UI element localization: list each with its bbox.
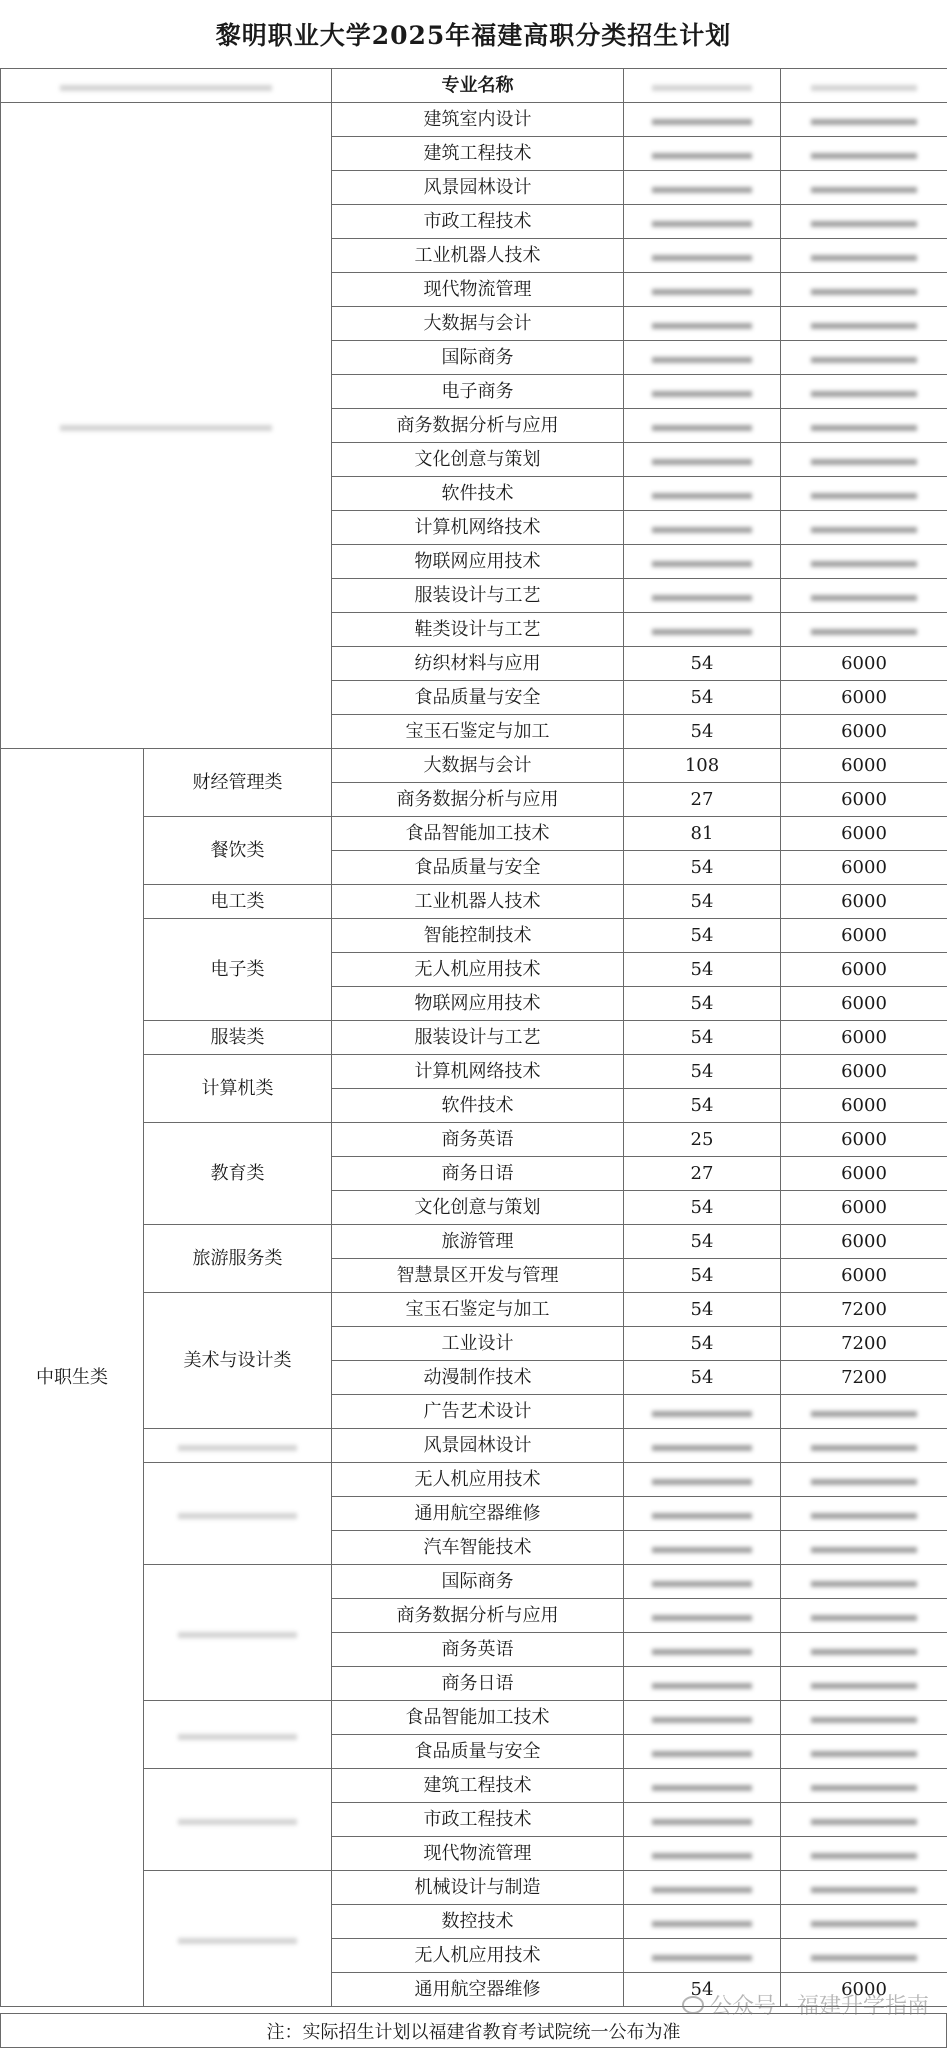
major-name: 大数据与会计 <box>332 749 624 783</box>
major-name: 宝玉石鉴定与加工 <box>332 715 624 749</box>
major-name: 智慧景区开发与管理 <box>332 1259 624 1293</box>
redacted-mark <box>652 1615 752 1621</box>
subcategory-cell: 旅游服务类 <box>144 1225 332 1293</box>
tuition-fee <box>781 1735 947 1769</box>
footnote: 注：实际招生计划以福建省教育考试院统一公布为准 <box>0 2013 947 2048</box>
major-name: 商务英语 <box>332 1633 624 1667</box>
major-name: 鞋类设计与工艺 <box>332 613 624 647</box>
redacted-mark <box>811 221 917 227</box>
plan-count: 54 <box>624 1055 781 1089</box>
subcategory-cell: 服装类 <box>144 1021 332 1055</box>
redacted-mark <box>652 1717 752 1723</box>
plan-count: 54 <box>624 885 781 919</box>
redacted-mark <box>811 1955 917 1961</box>
major-name: 计算机网络技术 <box>332 1055 624 1089</box>
plan-count: 54 <box>624 1259 781 1293</box>
plan-count: 54 <box>624 1293 781 1327</box>
tuition-fee <box>781 579 947 613</box>
redacted-mark <box>811 323 917 329</box>
redacted-mark <box>178 1819 298 1825</box>
tuition-fee: 6000 <box>781 953 947 987</box>
redacted-mark <box>652 1445 752 1451</box>
tuition-fee <box>781 1531 947 1565</box>
redacted-mark <box>178 1445 298 1451</box>
plan-count <box>624 477 781 511</box>
tuition-fee <box>781 1667 947 1701</box>
major-name: 商务英语 <box>332 1123 624 1157</box>
header-row <box>1 69 947 103</box>
header-major-name: 专业名称 <box>332 69 624 103</box>
redacted-mark <box>178 1632 298 1638</box>
redacted-mark <box>652 187 752 193</box>
tuition-fee <box>781 1837 947 1871</box>
redacted-mark <box>652 1547 752 1553</box>
major-name: 食品质量与安全 <box>332 681 624 715</box>
wechat-icon <box>682 1996 704 2014</box>
table-row <box>1 103 947 137</box>
plan-count <box>624 341 781 375</box>
major-name: 国际商务 <box>332 1565 624 1599</box>
enrollment-table <box>0 68 947 2007</box>
major-name: 动漫制作技术 <box>332 1361 624 1395</box>
plan-count <box>624 1769 781 1803</box>
plan-count <box>624 443 781 477</box>
major-name: 大数据与会计 <box>332 307 624 341</box>
major-name: 食品智能加工技术 <box>332 817 624 851</box>
redacted-mark <box>652 357 752 363</box>
major-name: 风景园林设计 <box>332 1429 624 1463</box>
plan-count: 27 <box>624 783 781 817</box>
redacted-mark <box>652 425 752 431</box>
redacted-mark <box>652 323 752 329</box>
redacted-mark <box>652 1513 752 1519</box>
table-body <box>1 69 947 2007</box>
major-name: 无人机应用技术 <box>332 1939 624 1973</box>
subcategory-cell: 电工类 <box>144 885 332 919</box>
tuition-fee <box>781 1871 947 1905</box>
plan-count <box>624 103 781 137</box>
tuition-fee <box>781 137 947 171</box>
tuition-fee <box>781 1463 947 1497</box>
redacted-mark <box>652 1751 752 1757</box>
tuition-fee <box>781 341 947 375</box>
tuition-fee: 7200 <box>781 1327 947 1361</box>
redacted-mark <box>811 1445 917 1451</box>
major-name: 无人机应用技术 <box>332 1463 624 1497</box>
plan-count: 27 <box>624 1157 781 1191</box>
redacted-mark <box>652 1785 752 1791</box>
plan-count: 54 <box>624 1361 781 1395</box>
plan-count <box>624 1871 781 1905</box>
redacted-mark <box>811 1649 917 1655</box>
tuition-fee <box>781 1701 947 1735</box>
tuition-fee: 6000 <box>781 1021 947 1055</box>
major-name: 食品质量与安全 <box>332 1735 624 1769</box>
tuition-fee <box>781 1497 947 1531</box>
tuition-fee <box>781 545 947 579</box>
redacted-mark <box>652 561 752 567</box>
plan-count: 54 <box>624 1225 781 1259</box>
tuition-fee: 7200 <box>781 1361 947 1395</box>
major-name: 文化创意与策划 <box>332 443 624 477</box>
plan-count <box>624 1803 781 1837</box>
major-name: 物联网应用技术 <box>332 545 624 579</box>
redacted-mark <box>811 289 917 295</box>
tuition-fee: 6000 <box>781 1191 947 1225</box>
plan-count <box>624 137 781 171</box>
subcategory-cell: 电子类 <box>144 919 332 1021</box>
tuition-fee <box>781 103 947 137</box>
redacted-mark <box>652 1479 752 1485</box>
redacted-mark <box>652 391 752 397</box>
plan-count <box>624 1735 781 1769</box>
tuition-fee: 6000 <box>781 1157 947 1191</box>
major-name: 纺织材料与应用 <box>332 647 624 681</box>
plan-count: 54 <box>624 953 781 987</box>
major-name: 工业机器人技术 <box>332 885 624 919</box>
plan-count <box>624 1429 781 1463</box>
tuition-fee <box>781 1429 947 1463</box>
major-name: 现代物流管理 <box>332 273 624 307</box>
major-name: 建筑工程技术 <box>332 137 624 171</box>
plan-count <box>624 1531 781 1565</box>
redacted-mark <box>178 1938 298 1944</box>
major-name: 无人机应用技术 <box>332 953 624 987</box>
major-name: 电子商务 <box>332 375 624 409</box>
redacted-mark <box>652 1853 752 1859</box>
section2-label: 中职生类 <box>1 749 144 2007</box>
redacted-mark <box>811 255 917 261</box>
redacted-mark <box>811 1615 917 1621</box>
redacted-mark <box>652 1955 752 1961</box>
redacted-mark <box>811 1853 917 1859</box>
redacted-mark <box>811 1921 917 1927</box>
plan-count: 54 <box>624 647 781 681</box>
subcategory-cell <box>144 1769 332 1871</box>
tuition-fee: 7200 <box>781 1293 947 1327</box>
tuition-fee: 6000 <box>781 647 947 681</box>
redacted-mark <box>178 1734 298 1740</box>
major-name: 建筑室内设计 <box>332 103 624 137</box>
redacted-mark <box>652 221 752 227</box>
plan-count: 54 <box>624 919 781 953</box>
major-name: 旅游管理 <box>332 1225 624 1259</box>
plan-count: 54 <box>624 1191 781 1225</box>
major-name: 商务日语 <box>332 1157 624 1191</box>
tuition-fee: 6000 <box>781 1225 947 1259</box>
redacted-mark <box>811 1717 917 1723</box>
redacted-mark <box>652 493 752 499</box>
major-name: 商务数据分析与应用 <box>332 783 624 817</box>
subcategory-cell: 美术与设计类 <box>144 1293 332 1429</box>
redacted-mark <box>652 1411 752 1417</box>
plan-count <box>624 579 781 613</box>
redacted-mark <box>652 1683 752 1689</box>
major-name: 商务数据分析与应用 <box>332 409 624 443</box>
redacted-mark <box>652 595 752 601</box>
plan-count: 54 <box>624 1327 781 1361</box>
major-name: 机械设计与制造 <box>332 1871 624 1905</box>
major-name: 商务日语 <box>332 1667 624 1701</box>
plan-count <box>624 409 781 443</box>
redacted-mark <box>811 391 917 397</box>
redacted-mark <box>811 1683 917 1689</box>
redacted-mark <box>811 425 917 431</box>
redacted-mark <box>811 1785 917 1791</box>
header-category-cell <box>1 69 332 103</box>
tuition-fee: 6000 <box>781 1055 947 1089</box>
major-name: 宝玉石鉴定与加工 <box>332 1293 624 1327</box>
redacted-mark <box>811 187 917 193</box>
plan-count: 54 <box>624 987 781 1021</box>
subcategory-cell: 计算机类 <box>144 1055 332 1123</box>
redacted-mark <box>652 1921 752 1927</box>
plan-count <box>624 1939 781 1973</box>
redacted-mark <box>811 1751 917 1757</box>
redacted-mark <box>652 1819 752 1825</box>
header-plan-count-cell <box>624 69 781 103</box>
major-name: 数控技术 <box>332 1905 624 1939</box>
tuition-fee <box>781 409 947 443</box>
major-name: 物联网应用技术 <box>332 987 624 1021</box>
tuition-fee: 6000 <box>781 919 947 953</box>
redacted-mark <box>811 595 917 601</box>
plan-count <box>624 1905 781 1939</box>
plan-count <box>624 511 781 545</box>
major-name: 汽车智能技术 <box>332 1531 624 1565</box>
tuition-fee <box>781 307 947 341</box>
tuition-fee <box>781 443 947 477</box>
plan-count <box>624 1395 781 1429</box>
tuition-fee: 6000 <box>781 1259 947 1293</box>
plan-count <box>624 1701 781 1735</box>
subcategory-cell <box>144 1701 332 1769</box>
redacted-mark <box>652 629 752 635</box>
tuition-fee <box>781 239 947 273</box>
plan-count <box>624 1667 781 1701</box>
plan-count: 54 <box>624 1973 781 2007</box>
subcategory-cell <box>144 1565 332 1701</box>
table-row <box>1 749 947 783</box>
redacted-mark <box>811 1411 917 1417</box>
tuition-fee: 6000 <box>781 987 947 1021</box>
plan-count <box>624 375 781 409</box>
tuition-fee <box>781 1803 947 1837</box>
plan-count <box>624 613 781 647</box>
watermark <box>682 1989 929 2020</box>
major-name: 通用航空器维修 <box>332 1497 624 1531</box>
redacted-mark <box>811 493 917 499</box>
tuition-fee: 6000 <box>781 715 947 749</box>
tuition-fee: 6000 <box>781 1973 947 2007</box>
tuition-fee: 6000 <box>781 749 947 783</box>
tuition-fee <box>781 205 947 239</box>
major-name: 软件技术 <box>332 1089 624 1123</box>
plan-count: 54 <box>624 1021 781 1055</box>
redacted-mark <box>811 1581 917 1587</box>
redacted-mark <box>811 1819 917 1825</box>
redacted-mark <box>652 119 752 125</box>
major-name: 广告艺术设计 <box>332 1395 624 1429</box>
plan-count: 54 <box>624 681 781 715</box>
redacted-mark <box>811 1547 917 1553</box>
tuition-fee <box>781 1599 947 1633</box>
major-name: 市政工程技术 <box>332 1803 624 1837</box>
plan-count <box>624 307 781 341</box>
tuition-fee <box>781 375 947 409</box>
subcategory-cell: 教育类 <box>144 1123 332 1225</box>
subcategory-cell <box>144 1429 332 1463</box>
redacted-mark <box>811 459 917 465</box>
redacted-mark <box>652 153 752 159</box>
major-name: 工业机器人技术 <box>332 239 624 273</box>
tuition-fee: 6000 <box>781 1089 947 1123</box>
tuition-fee: 6000 <box>781 885 947 919</box>
plan-count <box>624 1837 781 1871</box>
major-name: 商务数据分析与应用 <box>332 1599 624 1633</box>
redacted-mark <box>652 459 752 465</box>
redacted-mark <box>60 425 271 431</box>
major-name: 市政工程技术 <box>332 205 624 239</box>
subcategory-cell <box>144 1871 332 2007</box>
watermark-text: 公众号 · 福建升学指南 <box>710 1994 929 2019</box>
tuition-fee <box>781 1905 947 1939</box>
major-name: 食品智能加工技术 <box>332 1701 624 1735</box>
redacted-mark <box>652 289 752 295</box>
tuition-fee <box>781 477 947 511</box>
plan-count <box>624 1599 781 1633</box>
tuition-fee <box>781 613 947 647</box>
major-name: 食品质量与安全 <box>332 851 624 885</box>
redacted-mark <box>652 527 752 533</box>
plan-count <box>624 1463 781 1497</box>
subcategory-cell: 餐饮类 <box>144 817 332 885</box>
major-name: 计算机网络技术 <box>332 511 624 545</box>
major-name: 工业设计 <box>332 1327 624 1361</box>
redacted-mark <box>811 119 917 125</box>
plan-count <box>624 545 781 579</box>
redacted-mark <box>178 1513 298 1519</box>
plan-count: 54 <box>624 851 781 885</box>
redacted-mark <box>811 1887 917 1893</box>
major-name: 风景园林设计 <box>332 171 624 205</box>
major-name: 智能控制技术 <box>332 919 624 953</box>
plan-count <box>624 171 781 205</box>
section1-category-cell <box>1 103 332 749</box>
page-title: 黎明职业大学2025年福建高职分类招生计划 <box>215 21 732 50</box>
plan-count: 108 <box>624 749 781 783</box>
redacted-mark <box>811 1479 917 1485</box>
redacted-mark <box>811 527 917 533</box>
subcategory-cell: 财经管理类 <box>144 749 332 817</box>
tuition-fee: 6000 <box>781 1123 947 1157</box>
redacted-mark <box>652 1649 752 1655</box>
redacted-mark <box>652 1581 752 1587</box>
tuition-fee <box>781 1633 947 1667</box>
plan-count: 54 <box>624 715 781 749</box>
major-name: 通用航空器维修 <box>332 1973 624 2007</box>
plan-count: 25 <box>624 1123 781 1157</box>
plan-count: 54 <box>624 1089 781 1123</box>
major-name: 软件技术 <box>332 477 624 511</box>
tuition-fee <box>781 1939 947 1973</box>
plan-count <box>624 1565 781 1599</box>
major-name: 服装设计与工艺 <box>332 579 624 613</box>
major-name: 现代物流管理 <box>332 1837 624 1871</box>
plan-count <box>624 1633 781 1667</box>
major-name: 服装设计与工艺 <box>332 1021 624 1055</box>
redacted-mark <box>811 153 917 159</box>
tuition-fee <box>781 1395 947 1429</box>
redacted-mark <box>652 255 752 261</box>
plan-count <box>624 239 781 273</box>
plan-count <box>624 273 781 307</box>
tuition-fee <box>781 171 947 205</box>
tuition-fee <box>781 1769 947 1803</box>
tuition-fee: 6000 <box>781 681 947 715</box>
tuition-fee <box>781 273 947 307</box>
redacted-mark <box>652 1887 752 1893</box>
redacted-mark <box>811 357 917 363</box>
major-name: 文化创意与策划 <box>332 1191 624 1225</box>
header-tuition-cell <box>781 69 947 103</box>
major-name: 国际商务 <box>332 341 624 375</box>
tuition-fee: 6000 <box>781 817 947 851</box>
redacted-mark <box>811 629 917 635</box>
major-name: 建筑工程技术 <box>332 1769 624 1803</box>
tuition-fee <box>781 511 947 545</box>
plan-count: 81 <box>624 817 781 851</box>
tuition-fee: 6000 <box>781 783 947 817</box>
redacted-mark <box>811 561 917 567</box>
plan-count <box>624 1497 781 1531</box>
tuition-fee: 6000 <box>781 851 947 885</box>
redacted-mark <box>811 1513 917 1519</box>
plan-count <box>624 205 781 239</box>
tuition-fee <box>781 1565 947 1599</box>
subcategory-cell <box>144 1463 332 1565</box>
